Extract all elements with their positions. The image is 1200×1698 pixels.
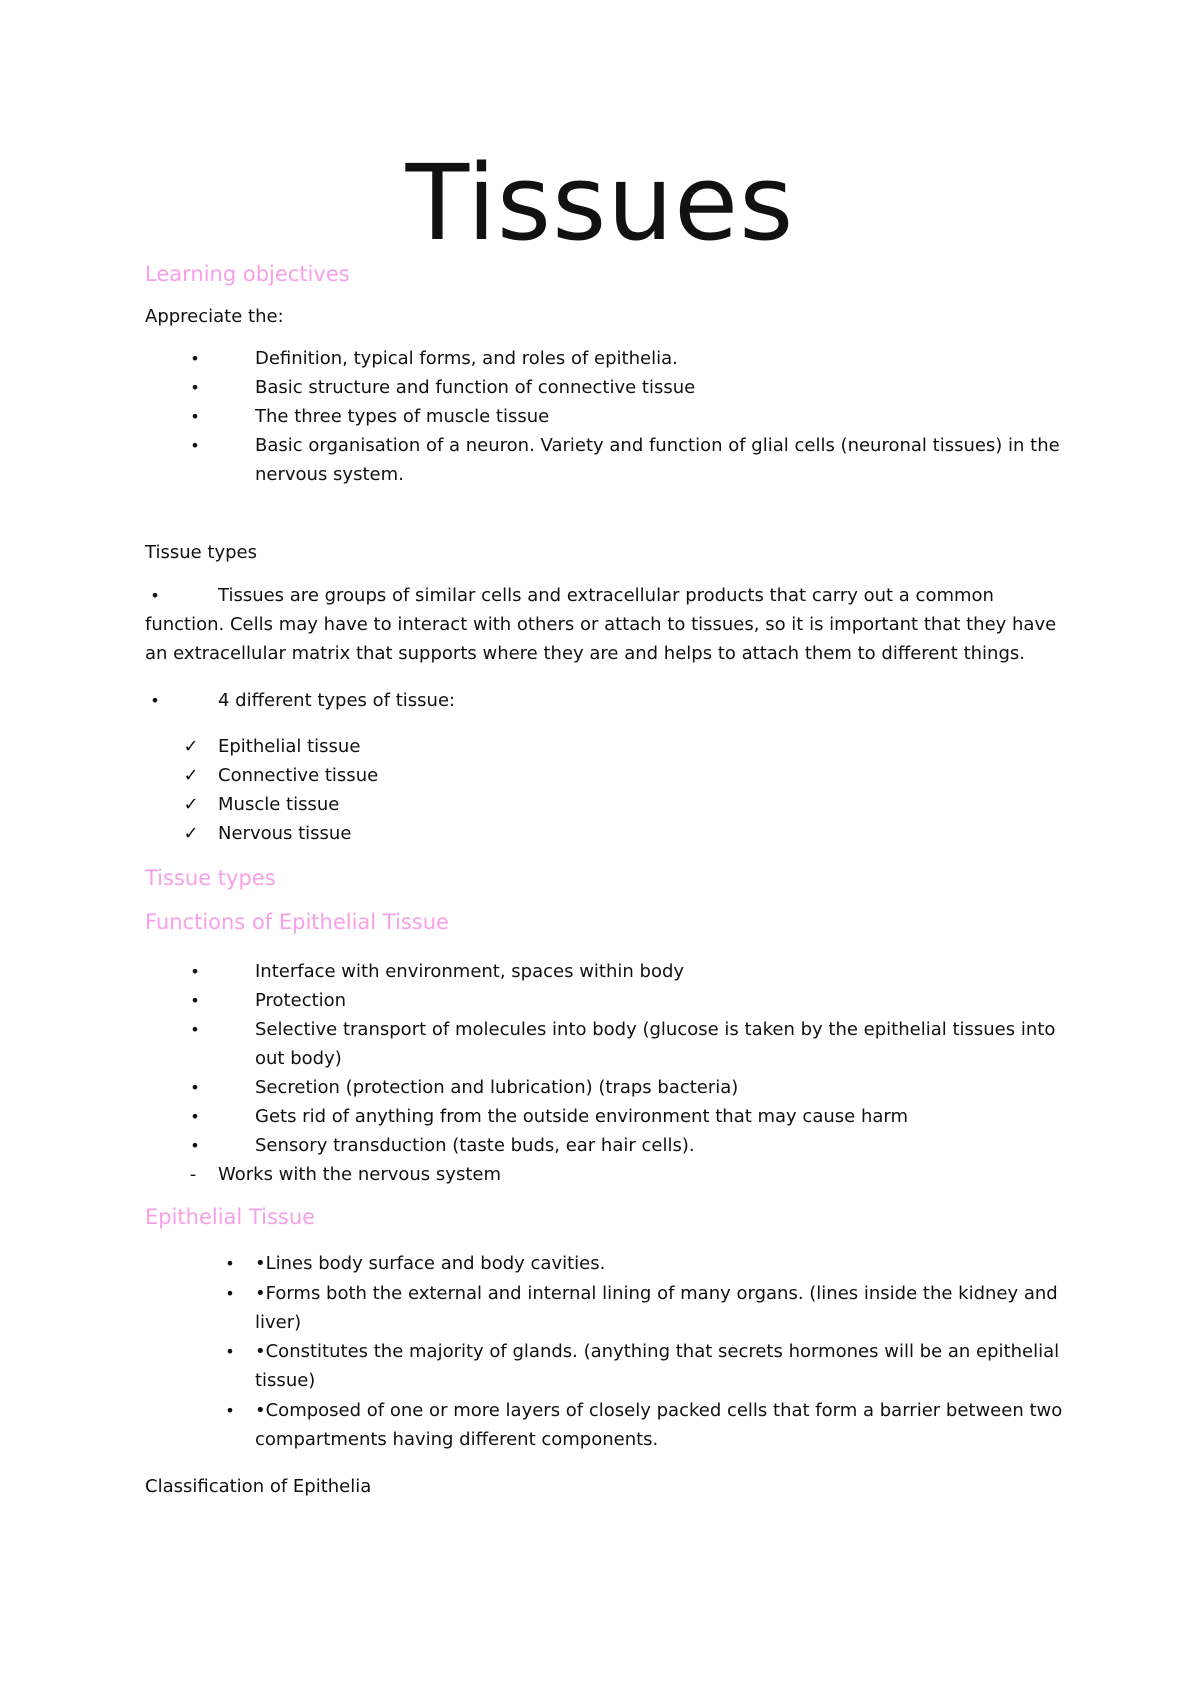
bullet-icon: •: [150, 586, 160, 605]
list-item-text: •Composed of one or more layers of closely packed cells that form a barrier between two compartments having different components.: [255, 1400, 1063, 1450]
bullet-icon: •: [190, 1136, 200, 1155]
tissue-types-heading: Tissue types: [145, 866, 276, 890]
list-item: [145, 1131, 1080, 1160]
checklist-item: [145, 761, 1080, 790]
checklist-item-text: Epithelial tissue: [218, 736, 361, 757]
checklist-item-text: Muscle tissue: [218, 794, 340, 815]
list-item: [145, 986, 1080, 1015]
paragraph-first-line: Tissues are groups of similar cells and extracellular products that carry out a common: [218, 585, 994, 606]
tissue-definition-paragraph: [145, 581, 1080, 668]
tissue-types-label: Tissue types: [145, 542, 257, 563]
checkmark-icon: ✓: [183, 765, 199, 786]
bullet-icon: •: [150, 691, 160, 710]
bullet-icon: •: [190, 378, 200, 397]
classification-label: Classification of Epithelia: [145, 1476, 372, 1497]
bullet-icon: •: [190, 962, 200, 981]
list-item-text: Secretion (protection and lubrication) (traps bacteria): [255, 1077, 739, 1098]
bullet-icon: •: [225, 1254, 235, 1273]
epithelial-tissue-heading: Epithelial Tissue: [145, 1205, 316, 1229]
checkmark-icon: ✓: [183, 823, 199, 844]
list-item: [145, 1337, 1080, 1395]
list-item-text: Selective transport of molecules into body (glucose is taken by the epithelial tissues into out body): [255, 1019, 1056, 1069]
list-item-text: •Constitutes the majority of glands. (anything that secrets hormones will be an epithelial tissue): [255, 1341, 1060, 1391]
bullet-icon: •: [190, 1078, 200, 1097]
list-item: [145, 1073, 1080, 1102]
checklist-item-text: Nervous tissue: [218, 823, 352, 844]
list-item-text: Basic organisation of a neuron. Variety and function of glial cells (neuronal tissues) in the nervous system.: [255, 435, 1060, 485]
bullet-icon: •: [225, 1401, 235, 1420]
list-item-text: Basic structure and function of connective tissue: [255, 377, 696, 398]
bullet-icon: •: [190, 991, 200, 1010]
list-item: [145, 1249, 1080, 1278]
list-item-text: Interface with environment, spaces within body: [255, 961, 685, 982]
list-item-text: Definition, typical forms, and roles of epithelia.: [255, 348, 678, 369]
functions-heading: Functions of Epithelial Tissue: [145, 910, 449, 934]
list-item-text: 4 different types of tissue:: [218, 690, 456, 711]
learning-objectives-heading: Learning objectives: [145, 262, 350, 286]
bullet-icon: •: [225, 1342, 235, 1361]
list-item-text: Works with the nervous system: [218, 1164, 501, 1185]
list-item: [145, 373, 1080, 402]
bullet-icon: •: [190, 407, 200, 426]
bullet-icon: •: [190, 1020, 200, 1039]
list-item-text: Gets rid of anything from the outside environment that may cause harm: [255, 1106, 909, 1127]
checklist-item-text: Connective tissue: [218, 765, 379, 786]
list-item: [145, 957, 1080, 986]
bullet-icon: •: [190, 349, 200, 368]
document-title: Tissues: [405, 142, 795, 264]
checkmark-icon: ✓: [183, 794, 199, 815]
checkmark-icon: ✓: [183, 736, 199, 757]
dash-list-item: [145, 1160, 1080, 1189]
list-item: [145, 1102, 1080, 1131]
list-item: [145, 344, 1080, 373]
checklist-item: [145, 790, 1080, 819]
checklist-item: [145, 819, 1080, 848]
bullet-icon: •: [225, 1284, 235, 1303]
list-item-text: •Forms both the external and internal lining of many organs. (lines inside the kidney and liver): [255, 1283, 1058, 1333]
checklist-item: [145, 732, 1080, 761]
paragraph-text: [145, 581, 1080, 668]
bullet-icon: •: [190, 1107, 200, 1126]
list-item: [145, 402, 1080, 431]
list-item: [145, 1279, 1080, 1337]
list-item: [145, 431, 1080, 489]
list-item-text: Protection: [255, 990, 347, 1011]
dash-icon: -: [189, 1164, 197, 1185]
appreciate-intro: Appreciate the:: [145, 306, 284, 327]
list-item-text: •Lines body surface and body cavities.: [255, 1253, 606, 1274]
bullet-icon: •: [190, 436, 200, 455]
list-item-text: The three types of muscle tissue: [255, 406, 550, 427]
list-item-text: Sensory transduction (taste buds, ear hair cells).: [255, 1135, 695, 1156]
list-item: [145, 1396, 1080, 1454]
paragraph-remaining-lines: function. Cells may have to interact with others or attach to tissues, so it is important that they have an extracellular matrix that supports where they are and helps to attach them to different things.: [145, 614, 1057, 664]
list-item: [145, 1015, 1080, 1073]
list-item: [145, 686, 1080, 715]
